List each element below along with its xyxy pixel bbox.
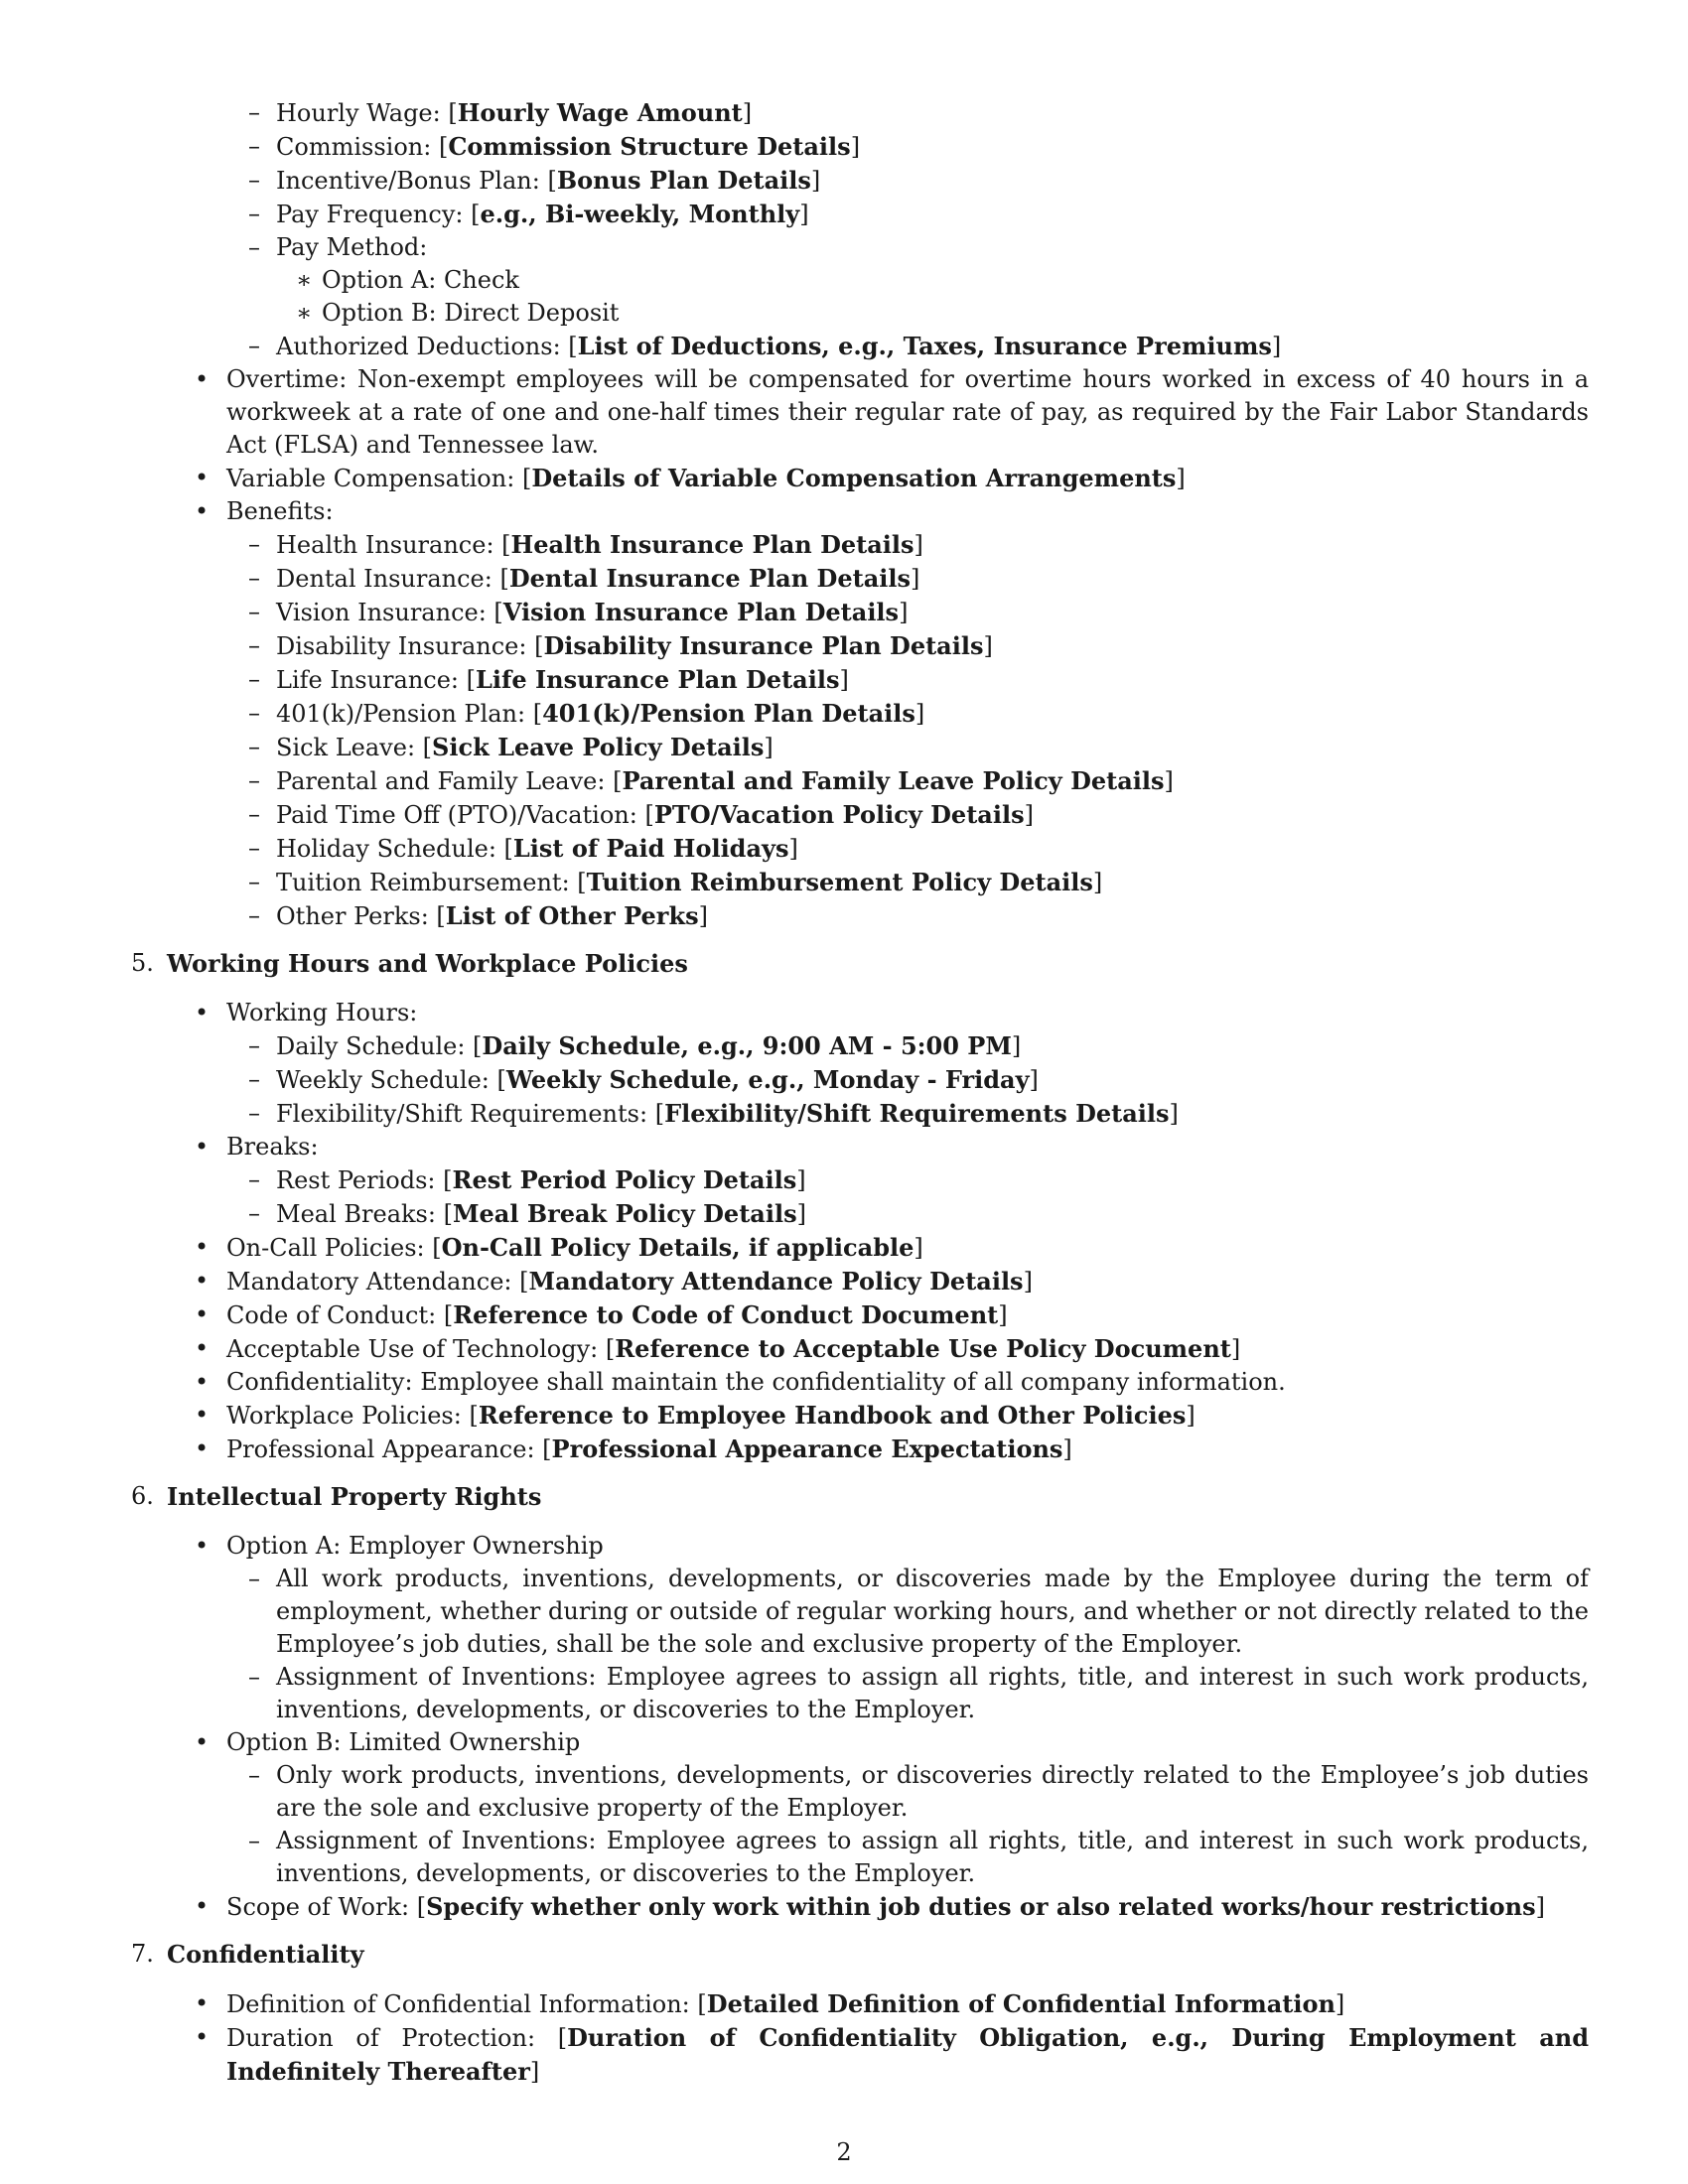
placeholder: Specify whether only work within job duties or also related works/hour restrictions	[426, 1892, 1536, 1921]
placeholder: List of Deductions, e.g., Taxes, Insurance Premiums	[577, 332, 1272, 360]
benefit-item: – Other Perks: [List of Other Perks]	[248, 901, 708, 930]
star-marker: ∗	[296, 299, 313, 327]
benefit-item: – Health Insurance: [Health Insurance Plan Details]	[248, 530, 923, 559]
bonus-plan-item: – Incentive/Bonus Plan: [Bonus Plan Details]	[248, 166, 821, 195]
dash-marker: –	[248, 800, 260, 828]
placeholder: Sick Leave Policy Details	[432, 733, 765, 761]
benefits-item: • Benefits:	[0, 495, 1688, 528]
dash-marker: –	[248, 166, 260, 194]
placeholder: Meal Break Policy Details	[452, 1199, 797, 1228]
bullet-marker: •	[195, 1989, 210, 2017]
placeholder: Rest Period Policy Details	[452, 1165, 797, 1194]
overtime-item: • Overtime: Non-exempt employees will be compensated for overtime hours worked in excess of 40 hours in a workweek at a rate of one and one-half times their regular rate of pay, as required by the Fair Labor Standards Act (FLSA) and Tennessee law.	[195, 365, 1589, 459]
dash-marker: –	[248, 132, 260, 160]
ip-option-a-ownership: – All work products, inventions, developments, or discoveries made by the Employee during the term of employment, whether during or outside of regular working hours, and whether or not directly related to the Employee’s job duties, shall be the sole and exclusive property of the Employer.	[248, 1565, 1589, 1658]
bullet-marker: •	[195, 365, 210, 393]
placeholder: PTO/Vacation Policy Details	[653, 800, 1025, 829]
dash-marker: –	[248, 1761, 260, 1789]
dash-marker: –	[248, 1165, 260, 1193]
benefit-item: – Tuition Reimbursement: [Tuition Reimbursement Policy Details]	[248, 868, 1103, 896]
bullet-marker: •	[195, 1401, 210, 1429]
benefit-item: – Dental Insurance: [Dental Insurance Plan Details]	[248, 564, 920, 593]
attendance-item: • Mandatory Attendance: [Mandatory Attendance Policy Details]	[195, 1267, 1033, 1296]
dash-marker: –	[248, 665, 260, 693]
technology-use-item: • Acceptable Use of Technology: [Reference to Acceptable Use Policy Document]	[195, 1334, 1241, 1363]
section-heading-confidentiality: 7. Confidentiality	[131, 1940, 364, 1969]
benefits-list	[0, 528, 1688, 933]
placeholder: e.g., Bi-weekly, Monthly	[480, 200, 800, 228]
section-heading-working-hours: 5. Working Hours and Workplace Policies	[131, 949, 688, 978]
bullet-marker: •	[195, 464, 210, 491]
dash-marker: –	[248, 530, 260, 558]
dash-marker: –	[248, 868, 260, 895]
code-of-conduct-item: • Code of Conduct: [Reference to Code of Conduct Document]	[195, 1300, 1008, 1329]
rest-periods-item: – Rest Periods: [Rest Period Policy Details]	[248, 1165, 806, 1194]
star-marker: ∗	[296, 266, 313, 294]
bullet-marker: •	[195, 999, 210, 1026]
deductions-item: – Authorized Deductions: [List of Deductions, e.g., Taxes, Insurance Premiums]	[248, 332, 1282, 360]
benefit-item: – 401(k)/Pension Plan: [401(k)/Pension Plan Details]	[248, 699, 925, 728]
placeholder: Health Insurance Plan Details	[510, 530, 914, 559]
weekly-schedule-item: – Weekly Schedule: [Weekly Schedule, e.g., Monday - Friday]	[248, 1065, 1039, 1094]
placeholder: Disability Insurance Plan Details	[543, 631, 984, 660]
ip-option-a: • Option A: Employer Ownership	[0, 1530, 1688, 1563]
placeholder: Parental and Family Leave Policy Details	[622, 766, 1165, 795]
document-body	[0, 96, 1688, 2089]
placeholder: Hourly Wage Amount	[457, 98, 743, 127]
benefit-item: – Holiday Schedule: [List of Paid Holidays]	[248, 834, 798, 863]
dash-marker: –	[248, 1099, 260, 1127]
dash-marker: –	[248, 200, 260, 227]
dash-marker: –	[248, 598, 260, 625]
dash-marker: –	[248, 564, 260, 592]
flexibility-item: – Flexibility/Shift Requirements: [Flexibility/Shift Requirements Details]	[248, 1099, 1179, 1128]
bullet-marker: •	[195, 1300, 210, 1328]
dash-marker: –	[248, 1031, 260, 1059]
breaks-item: • Breaks:	[0, 1131, 1688, 1163]
placeholder: Mandatory Attendance Policy Details	[528, 1267, 1024, 1296]
variable-compensation-item: • Variable Compensation: [Details of Variable Compensation Arrangements]	[195, 464, 1186, 492]
ip-option-b-ownership: – Only work products, inventions, developments, or discoveries directly related to the Employee’s job duties are the sole and exclusive property of the Employer.	[248, 1761, 1589, 1822]
on-call-item: • On-Call Policies: [On-Call Policy Details, if applicable]	[195, 1233, 923, 1262]
placeholder: On-Call Policy Details, if applicable	[441, 1233, 914, 1262]
bullet-marker: •	[195, 1892, 210, 1920]
placeholder: Detailed Definition of Confidential Information	[706, 1989, 1336, 2018]
daily-schedule-item: – Daily Schedule: [Daily Schedule, e.g., 9:00 AM - 5:00 PM]	[248, 1031, 1022, 1060]
bullet-marker: •	[195, 1334, 210, 1362]
appearance-item: • Professional Appearance: [Professional Appearance Expectations]	[195, 1434, 1072, 1463]
ip-option-b-assignment: – Assignment of Inventions: Employee agrees to assign all rights, title, and interest in such work products, inventions, developments, or discoveries to the Employer.	[248, 1827, 1589, 1887]
placeholder: Duration of Confidentiality Obligation, e.g., During Employment and Indefinitely Thereafter	[226, 2023, 1589, 2086]
placeholder: Daily Schedule, e.g., 9:00 AM - 5:00 PM	[482, 1031, 1012, 1060]
dash-marker: –	[248, 1827, 260, 1854]
dash-marker: –	[248, 766, 260, 794]
placeholder: 401(k)/Pension Plan Details	[542, 699, 915, 728]
placeholder: Tuition Reimbursement Policy Details	[586, 868, 1093, 896]
bullet-marker: •	[195, 2023, 210, 2051]
benefit-item: – Disability Insurance: [Disability Insurance Plan Details]	[248, 631, 993, 660]
placeholder: Details of Variable Compensation Arrangements	[531, 464, 1177, 492]
duration-of-protection-item: • Duration of Protection: [Duration of Confidentiality Obligation, e.g., During Employment and Indefinitely Thereafter]	[195, 2023, 1589, 2086]
placeholder: Reference to Acceptable Use Policy Document	[615, 1334, 1231, 1363]
workplace-policies-item: • Workplace Policies: [Reference to Employee Handbook and Other Policies]	[195, 1401, 1196, 1430]
hourly-wage-item: – Hourly Wage: [Hourly Wage Amount]	[248, 98, 753, 127]
bullet-marker: •	[195, 1434, 210, 1462]
benefit-item: – Life Insurance: [Life Insurance Plan Details]	[248, 665, 849, 694]
pay-frequency-item: – Pay Frequency: [e.g., Bi-weekly, Monthly]	[248, 200, 809, 228]
placeholder: List of Paid Holidays	[512, 834, 789, 863]
benefit-item: – Parental and Family Leave: [Parental and Family Leave Policy Details]	[248, 766, 1174, 795]
dash-marker: –	[248, 98, 260, 126]
dash-marker: –	[248, 1199, 260, 1227]
working-hours-item: • Working Hours:	[0, 997, 1688, 1029]
bullet-marker: •	[195, 1133, 210, 1160]
placeholder: Weekly Schedule, e.g., Monday - Friday	[505, 1065, 1030, 1094]
benefit-item: – Vision Insurance: [Vision Insurance Plan Details]	[248, 598, 909, 626]
dash-marker: –	[248, 699, 260, 727]
placeholder: Reference to Code of Conduct Document	[453, 1300, 999, 1329]
placeholder: List of Other Perks	[445, 901, 699, 930]
page-number: 2	[836, 2138, 852, 2166]
confidentiality-item: • Confidentiality: Employee shall maintain the confidentiality of all company information.	[0, 1366, 1688, 1399]
benefit-item: – Sick Leave: [Sick Leave Policy Details]	[248, 733, 774, 761]
dash-marker: –	[248, 733, 260, 760]
placeholder: Reference to Employee Handbook and Other Policies	[478, 1401, 1187, 1430]
confidential-definition-item: • Definition of Confidential Information: [Detailed Definition of Confidential Information]	[195, 1989, 1345, 2018]
dash-marker: –	[248, 1565, 260, 1592]
placeholder: Bonus Plan Details	[556, 166, 811, 195]
dash-marker: –	[248, 332, 260, 359]
placeholder: Life Insurance Plan Details	[476, 665, 840, 694]
dash-marker: –	[248, 631, 260, 659]
bullet-marker: •	[195, 1267, 210, 1295]
pay-method-item: – Pay Method:	[0, 231, 1688, 264]
dash-marker: –	[248, 1065, 260, 1093]
bullet-marker: •	[195, 1233, 210, 1261]
dash-marker: –	[248, 834, 260, 862]
placeholder: Flexibility/Shift Requirements Details	[664, 1099, 1170, 1128]
dash-marker: –	[248, 233, 260, 261]
placeholder: Vision Insurance Plan Details	[502, 598, 900, 626]
commission-item: – Commission: [Commission Structure Details]	[248, 132, 861, 161]
bullet-marker: •	[195, 1532, 210, 1560]
ip-option-b: • Option B: Limited Ownership	[0, 1726, 1688, 1759]
dash-marker: –	[248, 1663, 260, 1691]
benefit-item: – Paid Time Off (PTO)/Vacation: [PTO/Vacation Policy Details]	[248, 800, 1034, 829]
pay-method-option-a: ∗ Option A: Check	[0, 264, 1688, 297]
bullet-marker: •	[195, 1368, 210, 1396]
placeholder: Dental Insurance Plan Details	[508, 564, 911, 593]
placeholder: Commission Structure Details	[448, 132, 851, 161]
section-heading-ip-rights: 6. Intellectual Property Rights	[131, 1482, 542, 1511]
bullet-marker: •	[195, 497, 210, 525]
meal-breaks-item: – Meal Breaks: [Meal Break Policy Details]	[248, 1199, 806, 1228]
ip-option-a-assignment: – Assignment of Inventions: Employee agrees to assign all rights, title, and interest in such work products, inventions, developments, or discoveries to the Employer.	[248, 1663, 1589, 1723]
bullet-marker: •	[195, 1728, 210, 1756]
dash-marker: –	[248, 901, 260, 929]
placeholder: Professional Appearance Expectations	[551, 1434, 1063, 1463]
pay-method-option-b: ∗ Option B: Direct Deposit	[0, 297, 1688, 330]
scope-of-work-item: • Scope of Work: [Specify whether only work within job duties or also related works/hour restrictions]	[195, 1892, 1546, 1921]
